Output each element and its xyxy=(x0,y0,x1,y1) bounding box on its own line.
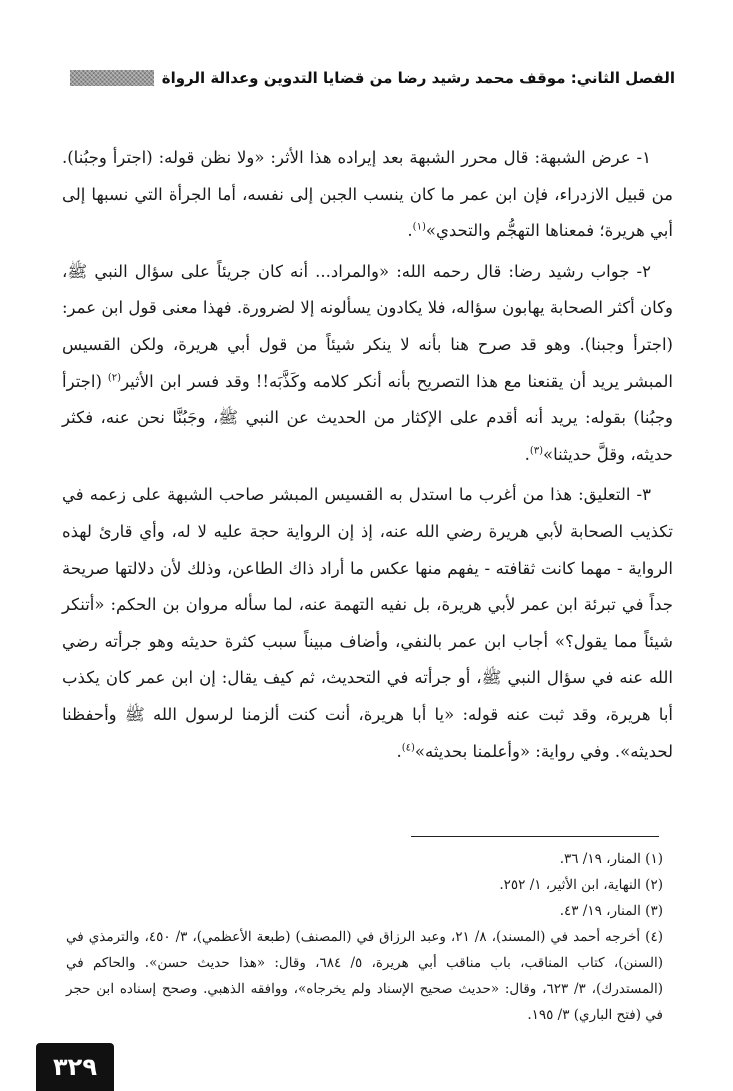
paragraph-3-text: ٣- التعليق: هذا من أغرب ما استدل به القسيس المبشر صاحب الشبهة على زعمه في تكذيب الصحابة لأبي هريرة رضي الله عنه، إذ إن الرواية حجة عليه لا له، وأي قارئ لهذه الرواية - مهما كانت ثقافته - يفهم منها عكس ما أراد ذاك الطاعن، وذلك لأن دلالتها صريحة جداً في تبرئة ابن عمر لأبي هريرة، بل نفيه التهمة عنه، لما سأله مروان بن الحكم: «أتنكر شيئاً مما يقول؟» أجاب ابن عمر بالنفي، وأضاف مبيناً سبب كثرة حديثه وهو جرأته رضي الله عنه في سؤال النبي ﷺ، أو جرأته في التحديث، ثم كيف يقال: إن ابن عمر كان يكذب أبا هريرة، وقد ثبت عنه قوله: «يا أبا هريرة، أنت كنت ألزمنا لرسول الله ﷺ وأحفظنا لحديثه». وفي رواية: «وأعلمنا بحديثه» xyxy=(62,485,673,761)
footnote-3: (٣) المنار، ١٩/ ٤٣. xyxy=(559,903,663,919)
paragraph-1 xyxy=(62,140,673,250)
footnote-1: (١) المنار، ١٩/ ٣٦. xyxy=(559,851,663,867)
paragraph-3 xyxy=(62,477,673,770)
paragraph-2 xyxy=(62,254,673,474)
paragraph-1-end: . xyxy=(407,221,413,241)
footnote-ref-3: (٣) xyxy=(529,445,544,457)
header-ornament-bar xyxy=(70,70,154,86)
footnote-4: (٤) أخرجه أحمد في (المسند)، ٨/ ٢١، وعبد الرزاق في (المصنف) (طبعة الأعظمي)، ٣/ ٤٥٠، والترمذي في (السنن)، كتاب المناقب، باب مناقب أبي هريرة، ٥/ ٦٨٤، وقال: «هذا حديث حسن». والحاكم في (المستدرك)، ٣/ ٦٢٣، وقال: «حديث صحيح الإسناد ولم يخرجاه»، ووافقه الذهبي. وصحح إسناده ابن حجر في (فتح الباري) ٣/ ١٩٥. xyxy=(66,929,663,1023)
footnotes xyxy=(66,846,663,1028)
paragraph-1-text: ١- عرض الشبهة: قال محرر الشبهة بعد إيراده هذا الأثر: «ولا نظن قوله: (اجترأ وجبُنا). من قبيل الازدراء، فإن ابن عمر ما كان ينسب الجبن إلى نفسه، أما الجرأة التي نسبها إلى أبي هريرة؛ فمعناها التهجُّم والتحدي» xyxy=(62,148,673,241)
main-text xyxy=(62,140,673,770)
footnote-ref-4: (٤) xyxy=(401,742,415,753)
footnote-separator xyxy=(411,836,659,837)
footnote-2: (٢) النهاية، ابن الأثير، ١/ ٢٥٢. xyxy=(499,877,663,893)
paragraph-2-end: . xyxy=(524,444,530,464)
running-header xyxy=(70,58,675,98)
page-number: ٣٢٩ xyxy=(36,1043,114,1091)
footnote-ref-2: (٢) xyxy=(107,372,122,384)
paragraph-3-end: . xyxy=(396,741,402,761)
chapter-title: الفصل الثاني: موقف محمد رشيد رضا من قضايا التدوين وعدالة الرواة xyxy=(161,69,675,87)
paragraph-2-text-b: (اجترأ وجبُنا) بقوله: يريد أنه أقدم على الإكثار من الحديث عن النبي ﷺ، وجَبُنَّا نحن عنه، فكثر حديثه، وقلَّ حديثنا» xyxy=(62,371,674,464)
footnote-ref-1: (١) xyxy=(412,221,426,233)
paragraph-2-text-a: ٢- جواب رشيد رضا: قال رحمه الله: «والمراد... أنه كان جريئاً على سؤال النبي ﷺ، وكان أكثر الصحابة يهابون سؤاله، فلا يكادون يسألونه إلا لضرورة. فهذا معنى قول ابن عمر: (اجترأ وجبنا). وهو قد صرح هنا بأنه لا ينكر شيئاً من قول أبي هريرة، ولكن القسيس المبشر يريد أن يقنعنا مع هذا التصريح بأنه أنكر كلامه وكَذَّبَه!! وقد فسر ابن الأثير xyxy=(62,261,673,391)
